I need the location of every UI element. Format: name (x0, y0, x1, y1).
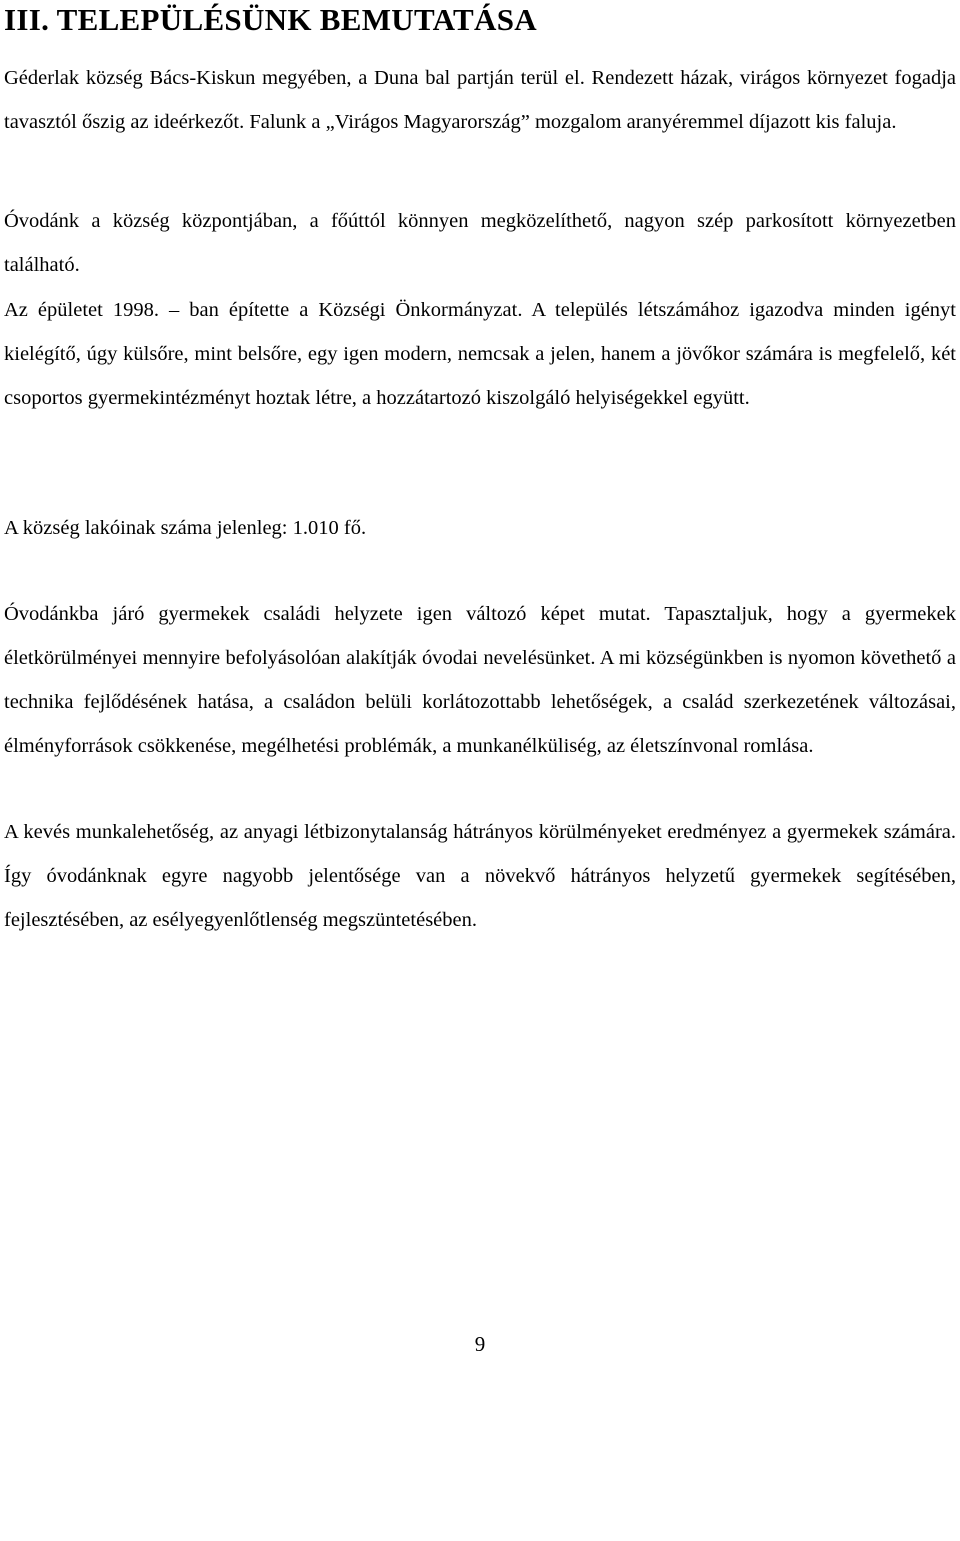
paragraph-kindergarten-location: Óvodánk a község központjában, a főúttól könnyen megközelíthető, nagyon szép parkosított környezetben található. (4, 210, 956, 276)
paragraph-intro: Géderlak község Bács-Kiskun megyében, a Duna bal partján terül el. Rendezett házak, virágos környezet fogadja tavasztól őszig az ideérkezőt. Falunk a „Virágos Magyarország” mozgalom aranyéremmel díjazott kis faluja. (4, 67, 956, 133)
paragraph-opportunities: A kevés munkalehetőség, az anyagi létbizonytalanság hátrányos körülményeket eredményez a gyermekek számára. Így óvodánknak egyre nagyobb jelentősége van a növekvő hátrányos helyzetű gyermekek segítésében, fejlesztésében, az esélyegyenlőtlenség megszüntetésében. (4, 821, 956, 931)
section-title: III. TELEPÜLÉSÜNK BEMUTATÁSA (4, 2, 537, 37)
paragraph-building: Az épületet 1998. – ban építette a Községi Önkormányzat. A település létszámához igazodva minden igényt kielégítő, úgy külsőre, mint belsőre, egy igen modern, nemcsak a jelen, hanem a jövőkor számára is megfelelő, két csoportos gyermekintézményt hoztak létre, a hozzátartozó kiszolgáló helyiségekkel együtt. (4, 299, 956, 409)
paragraph-population: A község lakóinak száma jelenleg: 1.010 fő. (4, 517, 367, 539)
page-number: 9 (474, 1332, 486, 1356)
paragraph-family-situation: Óvodánkba járó gyermekek családi helyzete igen változó képet mutat. Tapasztaljuk, hogy a gyermekek életkörülményei mennyire befolyásolóan alakítják óvodai nevelésünket. A mi községünkben is nyomon követhető a technika fejlődésének hatása, a családon belüli korlátozottabb lehetőségek, a család szerkezetének változásai, élményforrások csökkenése, megélhetési problémák, a munkanélküliség, az életszínvonal romlása. (4, 603, 956, 757)
